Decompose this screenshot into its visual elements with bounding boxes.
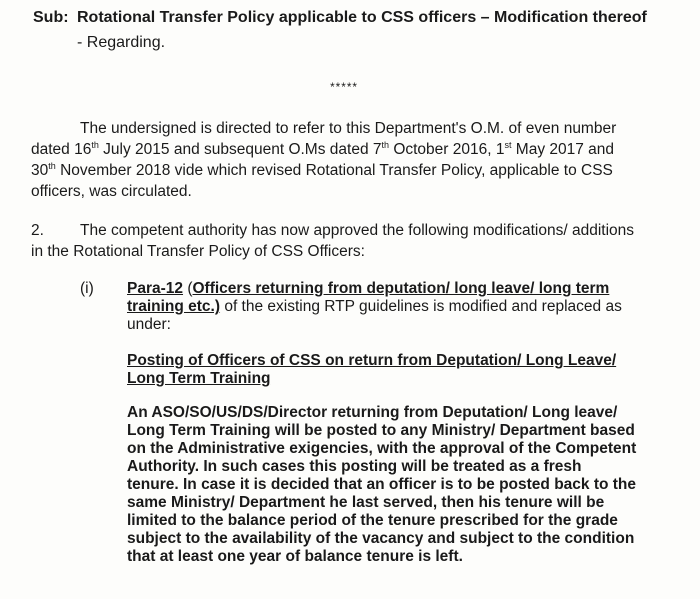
item-i-line1: Para-12 (Officers returning from deputation/ long leave/ long term xyxy=(127,280,610,297)
subject-continuation: - Regarding. xyxy=(77,34,166,51)
para1-line1: The undersigned is directed to refer to this Department's O.M. of even number xyxy=(80,120,617,137)
body-line: Long Term Training will be posted to any Ministry/ Department based xyxy=(127,422,635,439)
para2-line2: in the Rotational Transfer Policy of CSS Officers: xyxy=(31,243,365,260)
body-line: same Ministry/ Department he last served, then his tenure will be xyxy=(127,494,605,511)
body-line: An ASO/SO/US/DS/Director returning from Deputation/ Long leave/ xyxy=(127,404,618,421)
body-line: subject to the availability of the vacancy and subject to the condition xyxy=(127,530,635,547)
para1-line3: 30th November 2018 vide which revised Rotational Transfer Policy, applicable to CSS xyxy=(31,161,613,179)
para1-line2: dated 16th July 2015 and subsequent O.Ms dated 7th October 2016, 1st May 2017 and xyxy=(31,140,615,158)
section-heading-line2: Long Term Training xyxy=(127,370,271,387)
item-i-marker: (i) xyxy=(80,280,94,297)
item-i-line3: under: xyxy=(127,316,171,333)
separator-stars: ***** xyxy=(330,80,358,94)
subject-title: Rotational Transfer Policy applicable to CSS officers – Modification thereof xyxy=(77,9,647,26)
body-line: on the Administrative exigencies, with the approval of the Competent xyxy=(127,440,637,457)
subject-label: Sub: xyxy=(33,9,69,26)
section-heading-line1: Posting of Officers of CSS on return from Deputation/ Long Leave/ xyxy=(127,352,617,369)
para1-line4: officers, was circulated. xyxy=(31,183,192,200)
body-line: limited to the balance period of the tenure prescribed for the grade xyxy=(127,512,618,529)
body-line: Authority. In such cases this posting will be treated as a fresh xyxy=(127,458,582,475)
body-line: tenure. In case it is decided that an officer is to be posted back to the xyxy=(127,476,637,493)
para2-line1: The competent authority has now approved the following modifications/ additions xyxy=(80,222,635,239)
para-ref-text-2: training etc.) xyxy=(127,298,221,315)
para-ref-text-1: Officers returning from deputation/ long leave/ long term xyxy=(192,280,610,297)
item-i-line2: training etc.) of the existing RTP guidelines is modified and replaced as xyxy=(127,298,622,315)
para2-number: 2. xyxy=(31,222,44,239)
para-ref: Para-12 xyxy=(127,280,184,297)
body-line: that at least one year of balance tenure is left. xyxy=(127,548,463,565)
